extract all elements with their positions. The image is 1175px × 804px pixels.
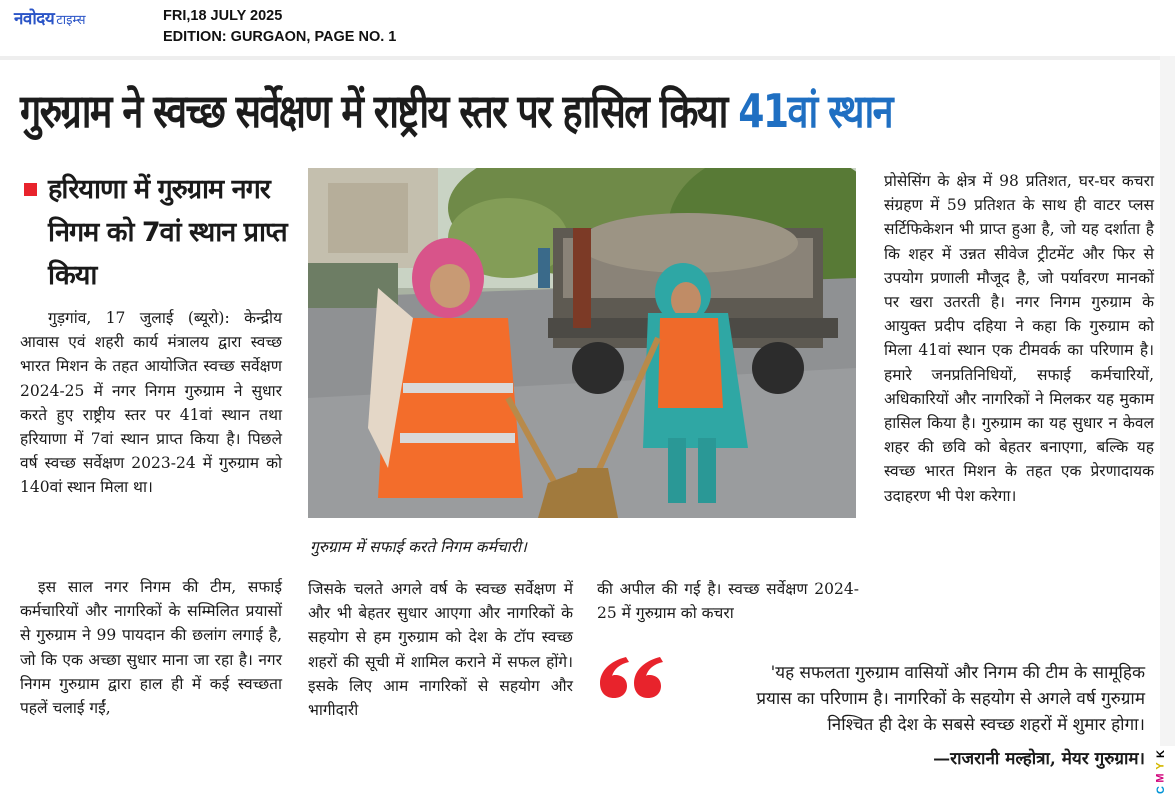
article-paragraph: जिसके चलते अगले वर्ष के स्वच्छ सर्वेक्षण में और भी बेहतर सुधार आएगा और नागरिकों के सहयोग से हम गुरुग्राम को देश के टॉप स्वच्छ शहरों की सूची में शामिल कराने में सफल होंगे। इसके लिए आम नागरिकों से सहयोग और भागीदारी xyxy=(308,580,573,720)
article-column-1-continued xyxy=(20,575,282,720)
photo-illustration xyxy=(308,168,856,518)
article-column-1 xyxy=(20,306,282,500)
cmyk-k: K xyxy=(1154,750,1167,758)
news-photo xyxy=(308,168,856,518)
logo-main-text: नवोदय xyxy=(14,9,55,29)
photo-caption: गुरुग्राम में सफाई करते निगम कर्मचारी। xyxy=(310,538,527,556)
article-paragraph: इस साल नगर निगम की टीम, सफाई कर्मचारियों और नागरिकों के सम्मिलित प्रयासों से गुरुग्राम ने 99 पायदान की छलांग लगाई है, जो कि एक अच्छा सुधार माना जा रहा है। नगर निगम गुरुग्राम द्वारा हाल ही में कई स्वच्छता पहलें चलाई गईं, xyxy=(20,578,282,718)
article-column-4 xyxy=(884,169,1154,508)
cmyk-y: Y xyxy=(1155,762,1167,770)
mayor-quote xyxy=(680,660,1145,738)
article-paragraph: गुड़गांव, 17 जुलाई (ब्यूरो): केन्द्रीय आवास एवं शहरी कार्य मंत्रालय द्वारा स्वच्छ भारत मिशन के तहत आयोजित स्वच्छ सर्वेक्षण 2024-25 में नगर निगम गुरुग्राम ने सुधार करते हुए राष्ट्रीय स्तर पर 41वां स्थान तथा हरियाणा में 7वां स्थान प्राप्त किया है। पिछले वर्ष स्वच्छ सर्वेक्षण 2023-24 में गुरुग्राम को 140वां स्थान मिला था। xyxy=(20,309,282,497)
quote-line: 'यह सफलता गुरुग्राम वासियों और निगम की टीम के सामूहिक xyxy=(770,663,1145,683)
quote-mark-left xyxy=(600,657,629,698)
quote-author: —राजरानी मल्होत्रा, मेयर गुरुग्राम। xyxy=(933,749,1145,769)
headline-text: गुरुग्राम ने स्वच्छ सर्वेक्षण में राष्ट्रीय स्तर पर हासिल किया xyxy=(20,84,739,138)
article-column-3 xyxy=(597,577,859,625)
subhead-bullet-icon xyxy=(24,183,37,196)
header-divider xyxy=(0,56,1175,60)
quote-line: निश्चित ही देश के सबसे स्वच्छ शहरों में शुमार होगा। xyxy=(827,715,1145,735)
quote-mark-right xyxy=(634,657,663,698)
newspaper-logo xyxy=(14,6,86,30)
sub-headline: हरियाणा में गुरुग्राम नगर निगम को 7वां स्थान प्राप्त किया xyxy=(48,174,287,291)
article-paragraph: की अपील की गई है। स्वच्छ सर्वेक्षण 2024-25 में गुरुग्राम को कचरा xyxy=(597,580,859,623)
cmyk-registration-mark xyxy=(1152,748,1170,798)
main-headline xyxy=(20,66,963,156)
edition-info: EDITION: GURGAON, PAGE NO. 1 xyxy=(163,29,397,45)
article-column-2 xyxy=(308,577,573,722)
logo-sub-text: टाइम्स xyxy=(56,13,86,28)
quote-mark-icon xyxy=(596,655,666,700)
headline-highlight: 41वां स्थान xyxy=(738,84,892,138)
page-edge xyxy=(1160,56,1175,746)
article-paragraph: प्रोसेसिंग के क्षेत्र में 98 प्रतिशत, घर-घर कचरा संग्रहण में 59 प्रतिशत के साथ ही वाटर प्लस सर्टिफिकेशन भी प्राप्त हुआ है, जो यह दर्शाता है कि शहर में उन्नत सीवेज ट्रीटमेंट और फिर से उपयोग प्रणाली मौजूद है, जो पर्यावरण मानकों पर खरा उतरती है। नगर निगम गुरुग्राम के आयुक्त प्रदीप दहिया ने कहा कि गुरुग्राम को मिला 41वां स्थान एक टीमवर्क का परिणाम है। हमारे जनप्रतिनिधियों, सफाई कर्मचारियों, अधिकारियों और नागरिकों ने मिलकर यह मुकाम हासिल किया है। गुरुग्राम का यह सुधार न केवल शहर की छवि को बेहतर बनाएगा, बल्कि यह स्वच्छ भारत मिशन के तहत एक प्रेरणादायक उदाहरण भी पेश करेगा। xyxy=(884,172,1154,505)
cmyk-m: M xyxy=(1154,773,1167,783)
quote-line: प्रयास का परिणाम है। नागरिकों के सहयोग से अगले वर्ष गुरुग्राम xyxy=(756,689,1145,709)
cmyk-c: C xyxy=(1154,786,1167,794)
issue-date: FRI,18 JULY 2025 xyxy=(163,8,283,24)
